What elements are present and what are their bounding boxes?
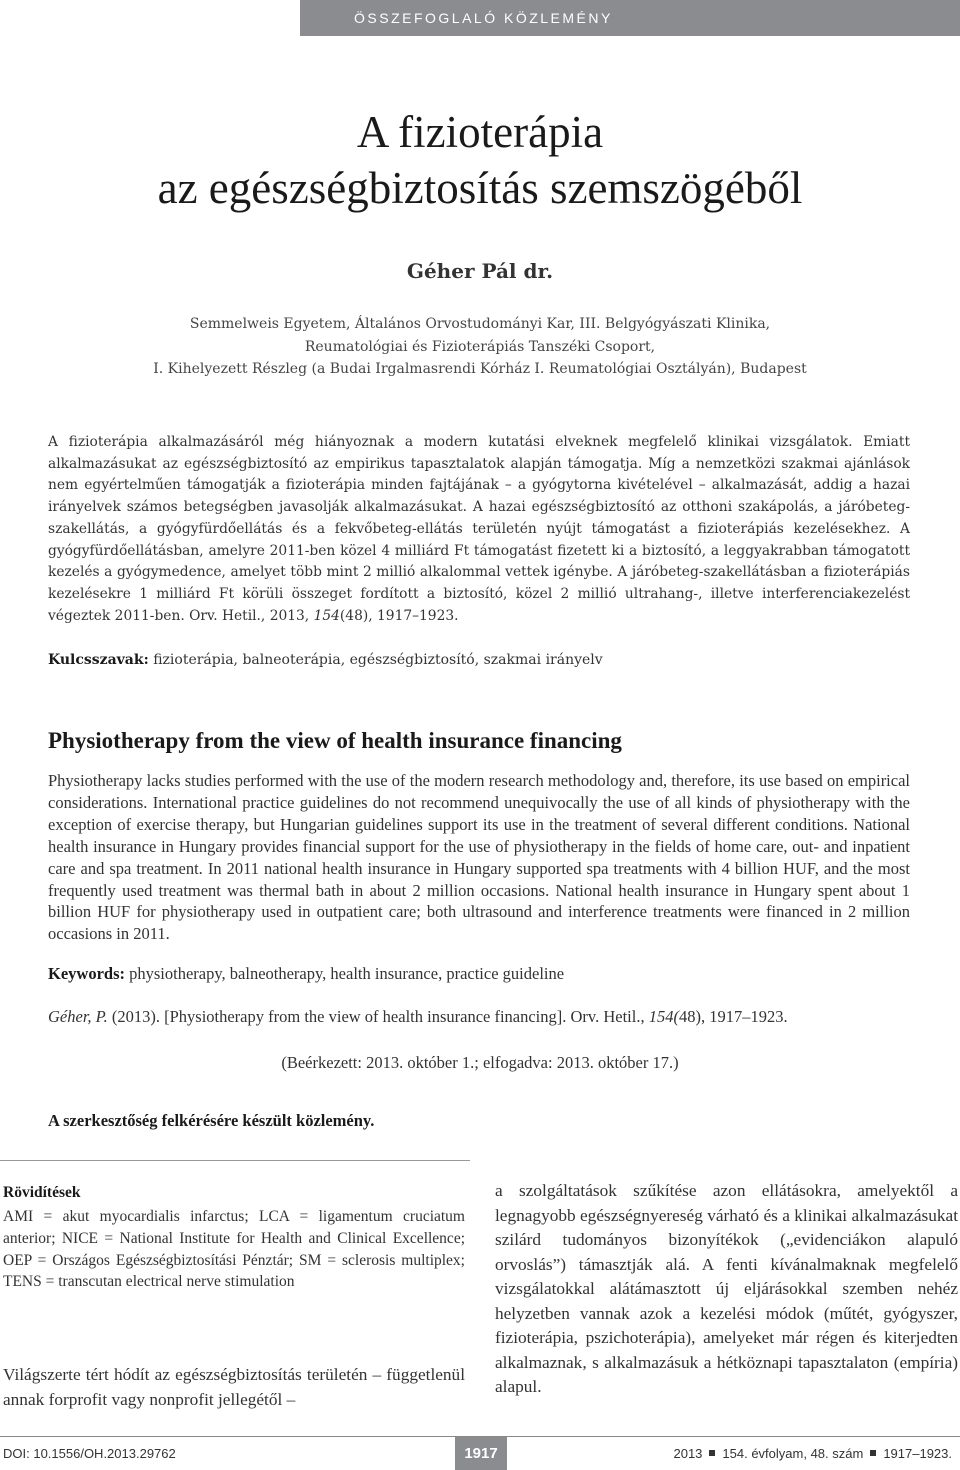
keywords-hungarian-text: fizioterápia, balneoterápia, egészségbiztosító, szakmai irányelv <box>153 652 603 668</box>
keywords-hungarian-label: Kulcsszavak: <box>48 652 149 668</box>
affiliation-line-2: Reumatológiai és Fizioterápiás Tanszéki Csoport, <box>304 338 656 355</box>
abstract-hungarian-text: A fizioterápia alkalmazásáról még hiányoznak a modern kutatási elveknek megfelelő klinikai vizsgálatok. Emiatt alkalmazásukat az egészségbiztosító az empirikus tapasztalatok alapján támogatja. Míg a nemzetközi szakmai ajánlások nem egyértelműen támogatják a fizioterápia minden fajtájának – a gyógytorna kivételével – alkalmazását, addig a hazai irányelvek számos betegségben javasolják alkalmazásukat. A hazai egészségbiztosító az otthoni szakápolás, a járóbeteg-szakellátás, a gyógyfürdőellátás és a fekvőbeteg-ellátás területén nyújt támogatást a fizioterápiás kezelésekhez. A gyógyfürdőellátásban, amelyre 2011-ben közel 4 milliárd Ft támogatást fizetett ki a biztosító, a leggyakrabban támogatott kezelés a gyógymedence, amelyet több mint 2 millió alkalommal vettek igénybe. A járóbeteg-szakellátásban a fizioterápiás kezelésekre 1 milliárd Ft körüli összeget fordított a biztosító, közel 2 millió ultrahang-, illetve interferenciakezelést végeztek 2011-ben. <box>48 434 910 624</box>
footer-doi: DOI: 10.1556/OH.2013.29762 <box>3 1446 176 1461</box>
abstract-hungarian <box>48 432 910 627</box>
keywords-english-text: physiotherapy, balneotherapy, health insurance, practice guideline <box>129 964 565 983</box>
affiliation-line-1: Semmelweis Egyetem, Általános Orvostudományi Kar, III. Belgyógyászati Klinika, <box>189 316 771 332</box>
title-line-2: az egészségbiztosítás szemszögéből <box>157 163 803 213</box>
keywords-english-label: Keywords: <box>48 964 125 983</box>
affiliation-line-3: I. Kihelyezett Részleg (a Budai Irgalmasrendi Kórház I. Reumatológiai Osztályán), Budapest <box>153 361 807 377</box>
page-number: 1917 <box>455 1437 507 1470</box>
square-bullet-icon <box>709 1450 715 1456</box>
abbreviations-box <box>3 1184 465 1293</box>
citation-author: Géher, P. <box>48 1007 108 1026</box>
footer-year: 2013 <box>673 1446 703 1461</box>
title-line-1: A fizioterápia <box>356 107 604 157</box>
english-title: Physiotherapy from the view of health insurance financing <box>48 728 622 753</box>
abbreviations-divider <box>0 1160 470 1161</box>
citation-volume: 154( <box>648 1007 679 1026</box>
footer-issue <box>673 1446 952 1461</box>
abbreviations-text: AMI = akut myocardialis infarctus; LCA = ligamentum cruciatum anterior; NICE = National Institute for Health and Clinical Excellence; OEP = Országos Egészségbiztosítási Pénztár; SM = sclerosis multiplex; TENS = transcutan electrical nerve stimulation <box>3 1208 465 1291</box>
square-bullet-icon <box>870 1450 876 1456</box>
page-footer <box>0 1436 960 1470</box>
body-text-right-column: a szolgáltatások szűkítése azon ellátásokra, amelyektől a legnagyobb egészségnyereség várható és a klinikai alkalmazásukat szilárd tudományos bizonyítékok („evidenciákon alapuló orvoslás”) támasztják alá. A fenti kívánalmaknak megfelelő vizsgálatokkal alátámasztott új eljárásokkal szemben nehéz helyzetben vannak azok a kezelési módok (műtét, gyógyszer, fizioterápia, pszichoterápia), amelyeket már régen és kiterjedten alkalmaznak, s alkalmazásuk a hétköznapi tapasztalaton (empíria) alapul. <box>495 1181 958 1396</box>
article-title <box>0 104 960 216</box>
footer-volume: 154. évfolyam, 48. szám <box>722 1446 864 1461</box>
abstract-english: Physiotherapy lacks studies performed with the use of the modern research methodology and, therefore, its use based on empirical considerations. International practice guidelines do not recommend unequivocally the use of all kinds of physiotherapy with the exception of exercise therapy, but Hungarian guidelines support its use in the treatment of several different conditions. National health insurance in Hungary provides financial support for the use of physiotherapy in the fields of home care, out- and inpatient care and spa treatment. In 2011 national health insurance in Hungary supported spa treatments with 4 billion HUF, and the most frequently used treatment was thermal bath in about 2 million occasions. National health insurance in Hungary spent about 1 billion HUF for physiotherapy used in outpatient care; both ultrasound and interference treatments were financed in 2 million occasions in 2011. <box>48 771 910 944</box>
citation-text: (2013). [Physiotherapy from the view of health insurance financing]. Orv. Hetil., <box>107 1007 649 1026</box>
footer-pages: 1917–1923. <box>883 1446 952 1461</box>
abbreviations-heading: Rövidítések <box>3 1184 81 1201</box>
citation-pages: 48), 1917–1923. <box>678 1007 788 1026</box>
abstract-hungarian-ref-year: , 2013, <box>260 607 314 624</box>
citation <box>48 1007 910 1027</box>
abstract-hungarian-ref-pages: (48), 1917–1923. <box>339 607 459 624</box>
received-dates: (Beérkezett: 2013. október 1.; elfogadva: 2013. október 17.) <box>281 1053 679 1072</box>
keywords-english <box>48 964 910 984</box>
body-text-left-column: Világszerte tért hódít az egészségbiztosítás területén – függetlenül annak forprofit vagy nonprofit jellegétől – <box>3 1365 465 1409</box>
author-name: Géher Pál dr. <box>406 259 554 283</box>
affiliation <box>0 313 960 381</box>
keywords-hungarian <box>48 652 910 668</box>
editorial-note: A szerkesztőség felkérésére készült közlemény. <box>48 1111 375 1130</box>
section-header: ÖSSZEFOGLALÓ KÖZLEMÉNY <box>300 0 960 36</box>
abstract-hungarian-ref-volume: 154 <box>313 607 340 624</box>
abstract-hungarian-ref-journal: Orv. Hetil. <box>189 607 261 624</box>
